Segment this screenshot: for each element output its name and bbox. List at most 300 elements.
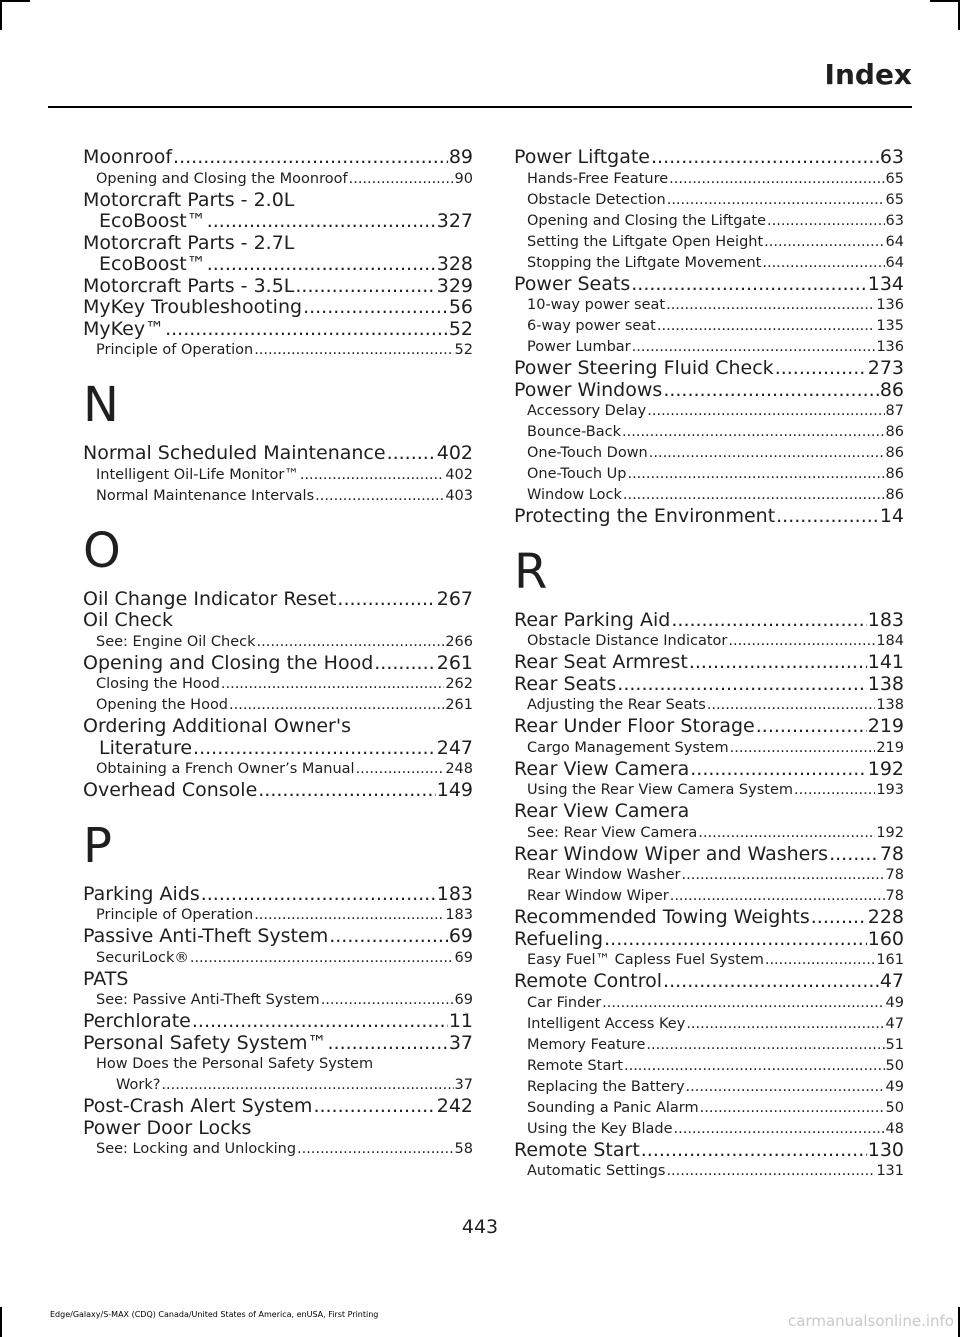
entry-label: Post-Crash Alert System — [83, 1095, 313, 1117]
entry-label: Rear View Camera — [514, 757, 690, 780]
entry-label: One-Touch Down — [527, 445, 648, 461]
index-entry[interactable] — [514, 674, 904, 696]
dot-leader — [663, 380, 879, 402]
dot-leader — [663, 971, 879, 993]
entry-page-number: 273 — [867, 357, 904, 379]
entry-page-number: 228 — [867, 906, 904, 928]
dot-leader — [666, 1161, 875, 1182]
dot-leader — [794, 780, 875, 801]
entry-page-number: 52 — [454, 342, 473, 358]
entry-page-number: 63 — [879, 146, 904, 168]
entry-label: Sounding a Panic Alarm — [527, 1099, 699, 1116]
entry-label: Refueling — [514, 927, 604, 950]
dot-leader — [622, 422, 885, 443]
dot-leader — [190, 948, 454, 969]
crop-mark — [0, 0, 30, 2]
dot-leader — [300, 465, 444, 486]
entry-page-number: 183 — [445, 907, 473, 923]
entry-page-number: 136 — [876, 297, 904, 313]
dot-leader — [686, 1077, 885, 1098]
dot-leader — [776, 506, 879, 528]
dot-leader — [161, 1075, 453, 1096]
index-subentry[interactable] — [514, 1077, 904, 1098]
entry-page-number: 90 — [454, 170, 473, 187]
dot-leader — [669, 169, 884, 190]
entry-page-number: 261 — [445, 697, 473, 713]
index-entry[interactable] — [83, 780, 473, 802]
index-subentry[interactable] — [514, 695, 904, 716]
dot-leader — [686, 1014, 884, 1035]
entry-label: Bounce-Back — [527, 424, 622, 440]
index-entry[interactable] — [514, 1140, 904, 1162]
index-subentry[interactable] — [514, 485, 904, 506]
index-entry[interactable] — [514, 358, 904, 380]
entry-page-number: 327 — [436, 210, 473, 232]
dot-leader — [173, 147, 448, 169]
index-subentry[interactable] — [514, 443, 904, 464]
entry-page-number: 134 — [867, 272, 904, 295]
entry-label: Protecting the Environment — [514, 505, 776, 527]
dot-leader — [700, 1098, 885, 1119]
index-column-left — [83, 147, 473, 1160]
entry-label: Rear Window Wiper — [527, 888, 669, 904]
dot-leader — [775, 358, 867, 380]
entry-label: Ordering Additional Owner's — [83, 715, 351, 737]
entry-page-number: 219 — [867, 715, 904, 737]
entry-page-number: 50 — [885, 1099, 904, 1116]
dot-leader — [764, 232, 884, 253]
index-entry[interactable] — [514, 971, 904, 993]
index-entry[interactable] — [514, 929, 904, 951]
entry-label: Power Lumbar — [527, 339, 631, 355]
dot-leader — [762, 253, 884, 274]
entry-page-number: 11 — [448, 1010, 473, 1032]
entry-label: Work? — [116, 1077, 161, 1093]
entry-page-number: 50 — [885, 1057, 904, 1074]
index-entry[interactable] — [83, 1011, 473, 1033]
entry-label: One-Touch Up — [527, 466, 627, 482]
dot-leader — [674, 1119, 885, 1140]
entry-page-number: 193 — [876, 782, 904, 798]
dot-leader — [707, 695, 875, 716]
index-entry[interactable] — [514, 907, 904, 929]
entry-page-number: 86 — [885, 487, 904, 503]
entry-label: Memory Feature — [527, 1036, 646, 1053]
dot-leader — [315, 486, 444, 507]
entry-page-number: 160 — [867, 927, 904, 950]
dot-leader — [671, 610, 866, 632]
index-entry[interactable] — [514, 506, 904, 528]
entry-label: Motorcraft Parts - 3.5L — [83, 274, 295, 297]
entry-page-number: 402 — [436, 442, 473, 464]
index-subentry[interactable] — [514, 1014, 904, 1035]
index-entry[interactable] — [83, 1033, 473, 1055]
index-subentry[interactable] — [514, 337, 904, 358]
entry-label: Obstacle Detection — [527, 191, 666, 208]
index-subentry[interactable] — [514, 1056, 904, 1077]
dot-leader — [690, 759, 867, 781]
dot-leader — [728, 631, 875, 652]
entry-label: Window Lock — [527, 487, 622, 503]
entry-label: Adjusting the Rear Seats — [527, 697, 706, 713]
index-subentry[interactable] — [83, 486, 473, 507]
index-subentry[interactable] — [514, 1098, 904, 1119]
index-subentry[interactable] — [514, 886, 904, 907]
entry-page-number: 52 — [448, 317, 473, 340]
entry-page-number: 149 — [436, 779, 473, 801]
entry-label: Recommended Towing Weights — [514, 906, 810, 928]
entry-page-number: 242 — [436, 1095, 473, 1117]
index-subentry[interactable] — [514, 823, 904, 844]
dot-leader — [258, 780, 435, 802]
dot-leader — [632, 337, 876, 358]
index-entry[interactable] — [83, 589, 473, 611]
entry-label: Rear Seat Armrest — [514, 651, 688, 673]
entry-label: Motorcraft Parts - 2.0L — [83, 188, 295, 211]
index-subentry[interactable] — [514, 1119, 904, 1140]
entry-page-number: 141 — [867, 651, 904, 673]
footer-text: Edge/Galaxy/S-MAX (CDQ) Canada/United States of America, enUSA, First Printing — [50, 1310, 379, 1319]
entry-page-number: 63 — [885, 212, 904, 229]
entry-page-number: 65 — [885, 170, 904, 187]
index-subentry[interactable] — [83, 1054, 473, 1096]
page-number: 443 — [461, 1216, 499, 1238]
entry-page-number: 65 — [885, 191, 904, 208]
entry-page-number: 328 — [436, 253, 473, 275]
index-subentry[interactable] — [514, 401, 904, 422]
entry-label: Opening and Closing the Hood — [83, 651, 374, 674]
entry-page-number: 184 — [876, 633, 904, 649]
dot-leader — [756, 716, 867, 738]
entry-page-number: 266 — [445, 633, 473, 650]
dot-leader — [201, 884, 436, 906]
index-entry[interactable] — [83, 190, 473, 233]
index-subentry[interactable] — [514, 253, 904, 274]
dot-leader — [356, 759, 445, 780]
index-subentry[interactable] — [514, 738, 904, 759]
entry-page-number: 135 — [876, 318, 904, 334]
entry-label: Easy Fuel™ Capless Fuel System — [527, 952, 764, 968]
dot-leader — [682, 865, 885, 886]
entry-page-number: 69 — [454, 992, 473, 1008]
entry-label: Closing the Hood — [96, 676, 220, 692]
entry-page-number: 37 — [448, 1031, 473, 1054]
index-entry[interactable] — [83, 443, 473, 465]
entry-label: Using the Key Blade — [527, 1120, 673, 1137]
entry-page-number: 161 — [876, 952, 904, 968]
index-entry[interactable] — [83, 653, 473, 675]
entry-label: Principle of Operation — [96, 342, 254, 358]
index-entry[interactable] — [514, 759, 904, 781]
dot-leader — [689, 652, 867, 674]
index-entry[interactable]: Oil Check — [83, 609, 173, 631]
entry-label: Cargo Management System — [527, 739, 729, 756]
index-column-right — [514, 147, 904, 1182]
index-entry[interactable]: Power Door Locks — [83, 1116, 252, 1139]
index-subentry[interactable] — [514, 295, 904, 316]
index-entry[interactable] — [514, 147, 904, 169]
dot-leader — [730, 738, 876, 759]
entry-label: Setting the Liftgate Open Height — [527, 233, 764, 250]
dot-leader — [329, 926, 448, 948]
entry-page-number: 402 — [445, 466, 473, 483]
dot-leader — [303, 297, 448, 319]
crop-mark — [930, 0, 960, 2]
entry-page-number: 130 — [867, 1138, 904, 1161]
index-subentry[interactable] — [514, 211, 904, 232]
entry-label: Passive Anti-Theft System — [83, 925, 329, 947]
entry-label: Using the Rear View Camera System — [527, 782, 794, 798]
dot-leader — [229, 695, 444, 716]
index-subentry[interactable] — [83, 759, 473, 780]
dot-leader — [207, 211, 436, 233]
entry-label: Personal Safety System™ — [83, 1031, 327, 1054]
index-subentry[interactable] — [514, 316, 904, 337]
entry-label: Normal Maintenance Intervals — [96, 487, 315, 504]
index-subentry[interactable] — [514, 1161, 904, 1182]
dot-leader — [811, 907, 867, 929]
entry-page-number: 14 — [879, 505, 904, 527]
dot-leader — [829, 844, 879, 866]
entry-label: Moonroof — [83, 146, 173, 168]
index-subentry[interactable] — [514, 993, 904, 1014]
entry-label: 6-way power seat — [527, 318, 656, 334]
dot-leader — [617, 674, 866, 696]
entry-page-number: 248 — [445, 761, 473, 777]
index-subentry[interactable] — [514, 190, 904, 211]
dot-leader — [631, 274, 867, 296]
index-entry[interactable] — [514, 274, 904, 296]
crop-mark — [0, 1307, 2, 1337]
dot-leader — [666, 295, 875, 316]
index-subentry[interactable] — [83, 465, 473, 486]
entry-page-number: 49 — [885, 1078, 904, 1095]
section-letter: P — [83, 817, 112, 874]
index-entry[interactable] — [83, 319, 473, 341]
index-entry[interactable] — [83, 233, 473, 276]
entry-label: Remote Start — [527, 1057, 623, 1074]
entry-label: Intelligent Oil-Life Monitor™ — [96, 466, 299, 483]
entry-page-number: 64 — [885, 254, 904, 271]
index-entry[interactable] — [83, 297, 473, 319]
entry-label: Accessory Delay — [527, 403, 647, 419]
entry-label: EcoBoost™ — [99, 253, 206, 275]
index-subentry[interactable] — [83, 948, 473, 969]
entry-page-number: 64 — [885, 233, 904, 250]
entry-label: See: Passive Anti-Theft System — [96, 992, 320, 1008]
entry-page-number: 86 — [885, 424, 904, 440]
dot-leader — [646, 1035, 884, 1056]
entry-page-number: 136 — [876, 339, 904, 355]
dot-leader — [207, 254, 436, 276]
index-subentry[interactable] — [514, 631, 904, 652]
entry-page-number: 69 — [448, 925, 473, 947]
index-entry-row[interactable] — [83, 254, 473, 276]
dot-leader — [313, 1096, 435, 1118]
dot-leader — [641, 1140, 867, 1162]
entry-label: EcoBoost™ — [99, 210, 206, 232]
dot-leader — [321, 990, 454, 1011]
entry-page-number: 138 — [876, 697, 904, 713]
crop-mark — [0, 0, 2, 30]
index-entry[interactable] — [83, 884, 473, 906]
index-entry[interactable] — [514, 844, 904, 866]
header-divider — [48, 106, 912, 108]
section-letter: N — [83, 377, 119, 433]
dot-leader — [649, 443, 885, 464]
entry-page-number: 69 — [454, 949, 473, 966]
entry-label: How Does the Personal Safety System — [96, 1056, 374, 1072]
entry-page-number: 87 — [885, 403, 904, 419]
dot-leader — [337, 589, 435, 611]
entry-page-number: 247 — [436, 736, 473, 759]
dot-leader — [765, 950, 875, 971]
dot-leader — [657, 316, 875, 337]
entry-page-number: 48 — [885, 1120, 904, 1137]
index-entry[interactable] — [83, 716, 473, 759]
dot-leader — [602, 993, 884, 1014]
entry-page-number: 192 — [867, 757, 904, 780]
entry-page-number: 138 — [867, 672, 904, 695]
index-entry[interactable] — [514, 610, 904, 632]
dot-leader — [627, 464, 884, 485]
index-entry-row[interactable] — [83, 738, 473, 760]
entry-label: Rear Under Floor Storage — [514, 715, 755, 737]
entry-label: Opening and Closing the Liftgate — [527, 212, 767, 229]
index-subentry[interactable] — [514, 1035, 904, 1056]
index-subentry[interactable] — [83, 169, 473, 190]
entry-label: Stopping the Liftgate Movement — [527, 254, 762, 271]
index-subentry[interactable] — [514, 865, 904, 886]
index-entry[interactable] — [83, 1096, 473, 1118]
section-letter: O — [83, 522, 121, 579]
dot-leader — [257, 632, 445, 653]
index-subentry[interactable] — [83, 632, 473, 653]
entry-label: Power Windows — [514, 378, 663, 401]
index-subentry[interactable] — [514, 464, 904, 485]
index-subentry[interactable] — [83, 695, 473, 716]
index-subentry[interactable] — [514, 232, 904, 253]
entry-page-number: 183 — [867, 608, 904, 631]
entry-page-number: 49 — [885, 994, 904, 1011]
entry-label: See: Rear View Camera — [527, 824, 698, 841]
entry-label: MyKey™ — [83, 317, 165, 340]
index-entry[interactable] — [514, 380, 904, 402]
dot-leader — [651, 147, 879, 169]
entry-page-number: 329 — [436, 274, 473, 297]
entry-page-number: 131 — [876, 1163, 904, 1179]
dot-leader — [767, 211, 885, 232]
dot-leader — [297, 1139, 454, 1160]
entry-page-number: 86 — [885, 445, 904, 461]
entry-label: Opening the Hood — [96, 697, 229, 713]
entry-page-number: 89 — [448, 146, 473, 168]
entry-label: Opening and Closing the Moonroof — [96, 170, 348, 187]
entry-label: Overhead Console — [83, 779, 258, 801]
entry-page-number: 56 — [448, 296, 473, 318]
entry-label: Hands-Free Feature — [527, 170, 669, 187]
entry-label: Parking Aids — [83, 882, 200, 905]
index-entry-row[interactable] — [83, 211, 473, 233]
dot-leader — [221, 674, 444, 695]
entry-label: Rear Window Wiper and Washers — [514, 842, 829, 865]
entry-page-number: 262 — [445, 676, 473, 692]
entry-label: Remote Start — [514, 1138, 640, 1161]
dot-leader — [327, 1033, 447, 1055]
entry-label: 10-way power seat — [527, 297, 666, 313]
dot-leader — [670, 886, 885, 907]
index-entry[interactable] — [83, 276, 473, 298]
dot-leader — [295, 276, 435, 298]
index-subentry[interactable] — [514, 780, 904, 801]
index-entry[interactable] — [514, 716, 904, 738]
entry-page-number: 403 — [445, 487, 473, 504]
index-entry[interactable] — [83, 926, 473, 948]
entry-label: Power Steering Fluid Check — [514, 357, 774, 379]
index-subentry[interactable] — [83, 1139, 473, 1160]
entry-label: Perchlorate — [83, 1010, 191, 1032]
entry-label: Motorcraft Parts - 2.7L — [83, 231, 295, 254]
index-subentry[interactable] — [83, 674, 473, 695]
entry-page-number: 267 — [436, 587, 473, 610]
entry-page-number: 51 — [885, 1036, 904, 1053]
entry-label: Power Seats — [514, 272, 631, 295]
index-entry[interactable]: Rear View Camera — [514, 800, 690, 822]
index-subentry[interactable] — [83, 340, 473, 361]
entry-page-number: 192 — [876, 824, 904, 841]
entry-label: Literature — [99, 736, 193, 759]
index-entry[interactable] — [514, 652, 904, 674]
entry-label: Obtaining a French Owner’s Manual — [96, 761, 355, 777]
dot-leader — [192, 1011, 448, 1033]
index-subentry[interactable] — [514, 422, 904, 443]
entry-label: See: Engine Oil Check — [96, 633, 256, 650]
entry-page-number: 261 — [436, 651, 473, 674]
entry-page-number: 86 — [879, 378, 904, 401]
dot-leader — [624, 1056, 885, 1077]
index-subentry[interactable] — [514, 950, 904, 971]
dot-leader — [254, 340, 453, 361]
entry-page-number: 58 — [454, 1141, 473, 1157]
entry-label: Car Finder — [527, 994, 602, 1011]
index-subentry[interactable] — [83, 905, 473, 926]
dot-leader — [667, 190, 885, 211]
entry-page-number: 78 — [885, 888, 904, 904]
index-entry-row[interactable] — [96, 1075, 473, 1096]
entry-page-number: 78 — [879, 842, 904, 865]
entry-label: Power Liftgate — [514, 146, 650, 168]
index-subentry[interactable] — [514, 169, 904, 190]
entry-label: Rear Seats — [514, 672, 617, 695]
entry-page-number: 47 — [879, 970, 904, 992]
entry-label: Normal Scheduled Maintenance — [83, 442, 386, 464]
dot-leader — [254, 905, 444, 926]
entry-page-number: 86 — [885, 466, 904, 482]
entry-page-number: 219 — [876, 739, 904, 756]
index-subentry[interactable] — [83, 990, 473, 1011]
entry-page-number: 78 — [885, 867, 904, 883]
entry-label: Rear Parking Aid — [514, 608, 671, 631]
dot-leader — [604, 929, 867, 951]
index-entry[interactable] — [83, 147, 473, 169]
entry-label: Obstacle Distance Indicator — [527, 633, 728, 649]
entry-page-number: 47 — [885, 1015, 904, 1032]
entry-label: Automatic Settings — [527, 1163, 666, 1179]
entry-label: Remote Control — [514, 970, 663, 992]
entry-label: Rear Window Washer — [527, 867, 681, 883]
index-entry[interactable]: PATS — [83, 967, 129, 990]
watermark: carmanualsonline.info — [788, 1312, 954, 1330]
